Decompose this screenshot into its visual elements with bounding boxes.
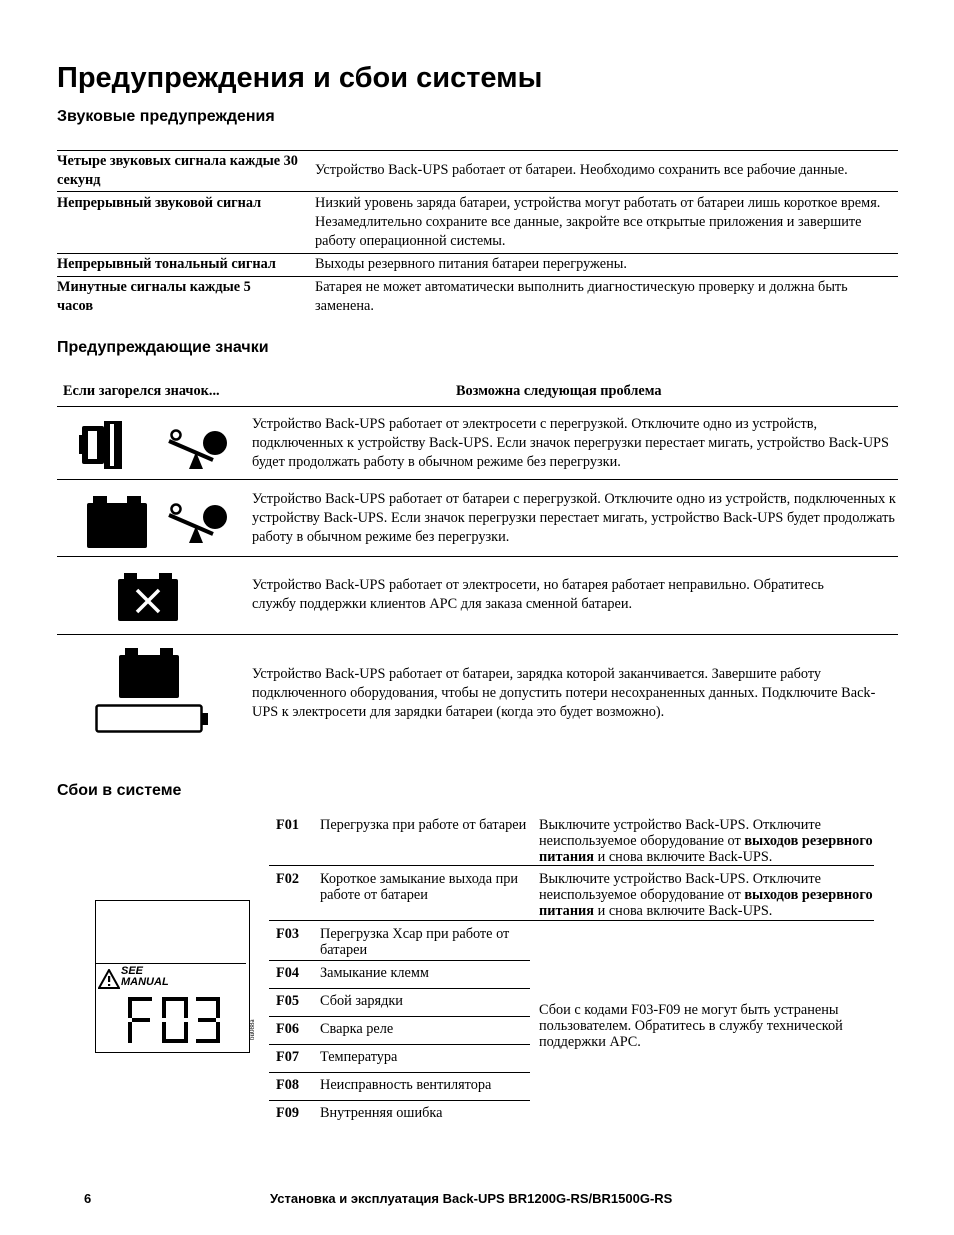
- fault-code: F08: [276, 1077, 300, 1093]
- audible-label: Непрерывный звуковой сигнал: [57, 195, 262, 211]
- icon-row-text: Устройство Back-UPS работает от электросети, но батарея работает неправильно. Обратитесь службу поддержки клиентов APC для заказа сменной батареи.: [252, 577, 824, 612]
- fault-name: Короткое замыкание выхода при работе от батареи: [320, 871, 519, 903]
- icon-row-text: Устройство Back-UPS работает от электросети с перегрузкой. Отключите одно из устройств, подключенных к устройству Back-UPS. Если значок перегрузки перестает мигать, устройство Back-UPS будет продолжать работу в обычном режиме без перегрузки.: [252, 416, 889, 470]
- lcd-manual-label: MANUAL: [121, 976, 169, 988]
- divider: [57, 276, 898, 277]
- divider: [57, 634, 898, 635]
- fault-name: Замыкание клемм: [320, 965, 429, 981]
- fault-action-text: и снова включите Back-UPS.: [594, 849, 773, 865]
- fault-code: F03: [276, 926, 300, 942]
- plug-icon: [78, 420, 140, 475]
- audible-desc: Устройство Back-UPS работает от батареи. Необходимо сохранить все рабочие данные.: [315, 162, 848, 178]
- battery-level-icon: [95, 704, 209, 739]
- icons-heading: Предупреждающие значки: [57, 339, 269, 356]
- fault-code: F05: [276, 993, 300, 1009]
- figure-id: bu088a: [248, 1019, 256, 1040]
- fault-name: Перегрузка при работе от батареи: [320, 817, 527, 833]
- divider: [269, 865, 874, 866]
- fault-name: Внутренняя ошибка: [320, 1105, 443, 1121]
- audible-label: Непрерывный тональный сигнал: [57, 256, 276, 272]
- audible-desc: Низкий уровень заряда батареи, устройства могут работать от батареи лишь короткое время. Незамедлительно сохраните все данные, закройте все открытые приложения и завершите работу операционной системы.: [315, 195, 881, 249]
- icon-row-text: Устройство Back-UPS работает от батареи, зарядка которой заканчивается. Завершите работу подключенного оборудования, чтобы не допустить потери несохраненных данных. Подключите Back-UPS к электросети для зарядки батареи (когда это будет возможно).: [252, 666, 876, 720]
- lcd-fault-code: [126, 995, 226, 1050]
- audible-heading: Звуковые предупреждения: [57, 108, 275, 125]
- icons-col-header: Возможна следующая проблема: [456, 383, 662, 399]
- icons-col-header: Если загорелся значок...: [63, 383, 220, 399]
- fault-name: Сбой зарядки: [320, 993, 403, 1009]
- fault-name: Температура: [320, 1049, 398, 1065]
- fault-code: F06: [276, 1021, 300, 1037]
- fault-code: F01: [276, 817, 300, 833]
- fault-name: Неисправность вентилятора: [320, 1077, 492, 1093]
- fault-code: F09: [276, 1105, 300, 1121]
- divider: [269, 920, 874, 921]
- battery-icon: [87, 496, 147, 553]
- divider: [269, 1044, 530, 1045]
- fault-action-bold: выходов резервного питания: [539, 887, 873, 919]
- lcd-divider: [96, 963, 246, 964]
- page-title: Предупреждения и сбои системы: [57, 62, 543, 94]
- audible-desc: Батарея не может автоматически выполнить диагностическую проверку и должна быть заменена.: [315, 279, 848, 314]
- fault-code: F02: [276, 871, 300, 887]
- fault-action-text: и снова включите Back-UPS.: [594, 903, 773, 919]
- audible-desc: Выходы резервного питания батареи перегружены.: [315, 256, 627, 272]
- audible-label: Четыре звуковых сигнала каждые 30 секунд: [57, 153, 298, 188]
- divider: [269, 1100, 530, 1101]
- fault-action-text: Выключите устройство Back-UPS. Отключите неиспользуемое оборудование от: [539, 817, 821, 849]
- lcd-see-label: SEE: [121, 965, 144, 977]
- divider: [57, 150, 898, 151]
- fault-action-text: Выключите устройство Back-UPS. Отключите неиспользуемое оборудование от: [539, 871, 821, 903]
- warning-icon: [98, 969, 120, 994]
- divider: [269, 1072, 530, 1073]
- divider: [269, 960, 530, 961]
- fault-action-bold: выходов резервного питания: [539, 833, 873, 865]
- overload-icon: [167, 502, 231, 549]
- divider: [57, 191, 898, 192]
- divider: [57, 406, 898, 407]
- audible-label: Минутные сигналы каждые 5 часов: [57, 279, 251, 314]
- icon-row-text: Устройство Back-UPS работает от батареи с перегрузкой. Отключите одно из устройств, подключенных к устройству Back-UPS. Если значок перегрузки перестает мигать, устройство Back-UPS будет продолжать работу в обычном режиме без перегрузки.: [252, 491, 896, 545]
- fault-name: Сварка реле: [320, 1021, 394, 1037]
- lcd-display: [95, 900, 250, 1053]
- divider: [269, 1016, 530, 1017]
- fault-action: Сбои с кодами F03-F09 не могут быть устранены пользователем. Обратитесь в службу технической поддержки APC.: [539, 1002, 843, 1050]
- fault-name: Перегрузка Xcap при работе от батареи: [320, 926, 510, 958]
- divider: [57, 253, 898, 254]
- footer-title: Установка и эксплуатация Back-UPS BR1200G-RS/BR1500G-RS: [270, 1191, 673, 1206]
- fault-code: F04: [276, 965, 300, 981]
- page-number: 6: [84, 1191, 92, 1206]
- faults-heading: Сбои в системе: [57, 782, 182, 799]
- fault-action: [539, 871, 879, 919]
- fault-action: [539, 817, 879, 865]
- divider: [269, 988, 530, 989]
- divider: [57, 556, 898, 557]
- fault-code: F07: [276, 1049, 300, 1065]
- replace-battery-icon: [118, 573, 178, 626]
- battery-icon: [119, 648, 179, 703]
- divider: [57, 479, 898, 480]
- overload-icon: [167, 428, 231, 475]
